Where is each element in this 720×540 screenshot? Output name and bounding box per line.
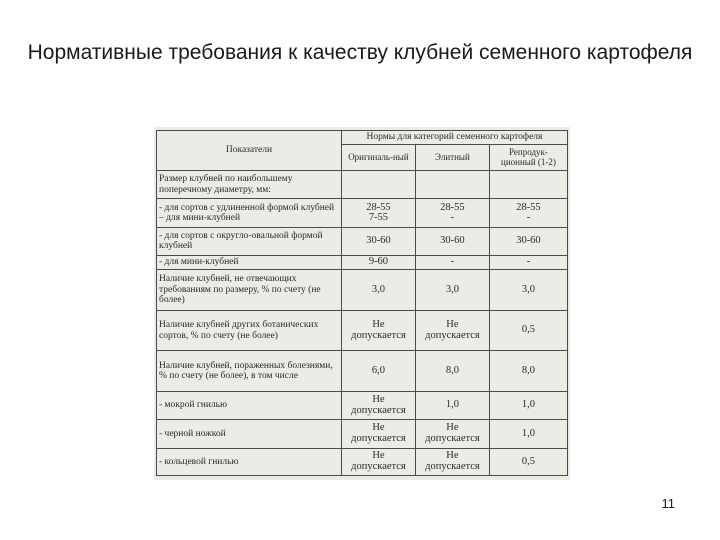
table-row — [157, 448, 568, 475]
value-line: Не — [446, 450, 459, 462]
value-cell — [489, 420, 567, 448]
value-line: 28-55 — [516, 201, 541, 213]
value-cell — [489, 270, 567, 311]
indicator-cell: Размер клубней по наибольшему поперечному диаметру, мм: — [157, 171, 342, 199]
header-col-elite: Элитный — [415, 145, 489, 171]
value-line: 1,0 — [521, 427, 535, 439]
page-number: 11 — [661, 496, 675, 511]
value-line: 30-60 — [440, 235, 465, 247]
value-line: - — [450, 212, 455, 224]
value-line: 30-60 — [366, 235, 391, 247]
value-line: 8,0 — [445, 364, 459, 376]
norms-table — [156, 130, 568, 476]
value-line: 30-60 — [516, 235, 541, 247]
value-line: 7-55 — [368, 212, 389, 224]
norms-table-body — [157, 171, 568, 476]
table-row — [157, 351, 568, 392]
table-row — [157, 310, 568, 351]
value-cell — [415, 391, 489, 419]
indicator-cell: - черной ножкой — [157, 420, 342, 448]
indicator-cell: - для сортов с округло-овальной формой клубней — [157, 227, 342, 255]
table-row — [157, 199, 568, 227]
value-cell — [489, 310, 567, 351]
value-line: - — [450, 256, 455, 268]
value-cell — [415, 199, 489, 227]
table-row — [157, 270, 568, 311]
value-cell — [415, 310, 489, 351]
value-cell — [341, 199, 415, 227]
indicator-cell: - кольцевой гнилью — [157, 448, 342, 475]
table-row — [157, 227, 568, 255]
table-row — [157, 420, 568, 448]
table-row — [157, 171, 568, 199]
value-cell — [341, 171, 415, 199]
value-line: Не — [372, 319, 385, 331]
value-cell — [341, 420, 415, 448]
value-line: 28-55 — [366, 201, 391, 213]
value-cell — [341, 448, 415, 475]
scanned-table-image — [154, 127, 570, 480]
value-cell — [415, 171, 489, 199]
value-cell — [489, 171, 567, 199]
value-line: допускается — [351, 404, 406, 416]
indicator-cell: Наличие клубней, пораженных болезнями, % по счету (не более), в том числе — [157, 351, 342, 392]
value-cell — [415, 351, 489, 392]
value-line: 9-60 — [368, 256, 389, 268]
slide-title: Нормативные требования к качеству клубней семенного картофеля — [27, 41, 693, 64]
header-col-original: Оригиналь-ный — [341, 145, 415, 171]
value-line: допускается — [425, 432, 480, 444]
value-line: допускается — [351, 432, 406, 444]
value-line: Не — [372, 394, 385, 406]
value-cell — [489, 351, 567, 392]
value-line: 3,0 — [521, 283, 535, 295]
value-line: - — [526, 212, 531, 224]
value-cell — [489, 448, 567, 475]
value-cell — [415, 270, 489, 311]
value-cell — [341, 310, 415, 351]
value-line: 0,5 — [521, 455, 535, 467]
indicator-cell: - мокрой гнилью — [157, 391, 342, 419]
value-line: 8,0 — [521, 364, 535, 376]
value-line: 3,0 — [371, 283, 385, 295]
header-col-reproduction: Репродук-ционный (1-2) — [489, 145, 567, 171]
value-line: Не — [372, 450, 385, 462]
value-cell — [489, 391, 567, 419]
value-cell — [415, 227, 489, 255]
value-cell — [341, 391, 415, 419]
value-line: допускается — [425, 329, 480, 341]
value-line: 0,5 — [521, 324, 535, 336]
value-cell — [489, 256, 567, 270]
indicator-cell: Наличие клубней, не отвечающих требованиям по размеру, % по счету (не более) — [157, 270, 342, 311]
value-cell — [341, 256, 415, 270]
indicator-cell: - для мини-клубней — [157, 256, 342, 270]
value-line: - — [526, 256, 531, 268]
table-row — [157, 256, 568, 270]
value-cell — [415, 256, 489, 270]
header-category-group: Нормы для категорий семенного картофеля — [341, 131, 567, 145]
value-cell — [341, 270, 415, 311]
value-line: 3,0 — [445, 283, 459, 295]
value-cell — [489, 199, 567, 227]
indicator-cell: Наличие клубней других ботанических сортов, % по счету (не более) — [157, 310, 342, 351]
header-indicator: Показатели — [157, 131, 342, 171]
value-line: Не — [446, 319, 459, 331]
value-line: 1,0 — [521, 399, 535, 411]
value-line: допускается — [425, 460, 480, 472]
value-cell — [341, 351, 415, 392]
indicator-cell: - для сортов с удлиненной формой клубней – для мини-клубней — [157, 199, 342, 227]
value-cell — [341, 227, 415, 255]
value-line: допускается — [351, 329, 406, 341]
value-line: 6,0 — [371, 364, 385, 376]
table-row — [157, 391, 568, 419]
value-line: 28-55 — [440, 201, 465, 213]
value-cell — [415, 420, 489, 448]
value-line: 1,0 — [445, 399, 459, 411]
value-cell — [489, 227, 567, 255]
value-cell — [415, 448, 489, 475]
value-line: Не — [372, 422, 385, 434]
value-line: допускается — [351, 460, 406, 472]
value-line: Не — [446, 422, 459, 434]
